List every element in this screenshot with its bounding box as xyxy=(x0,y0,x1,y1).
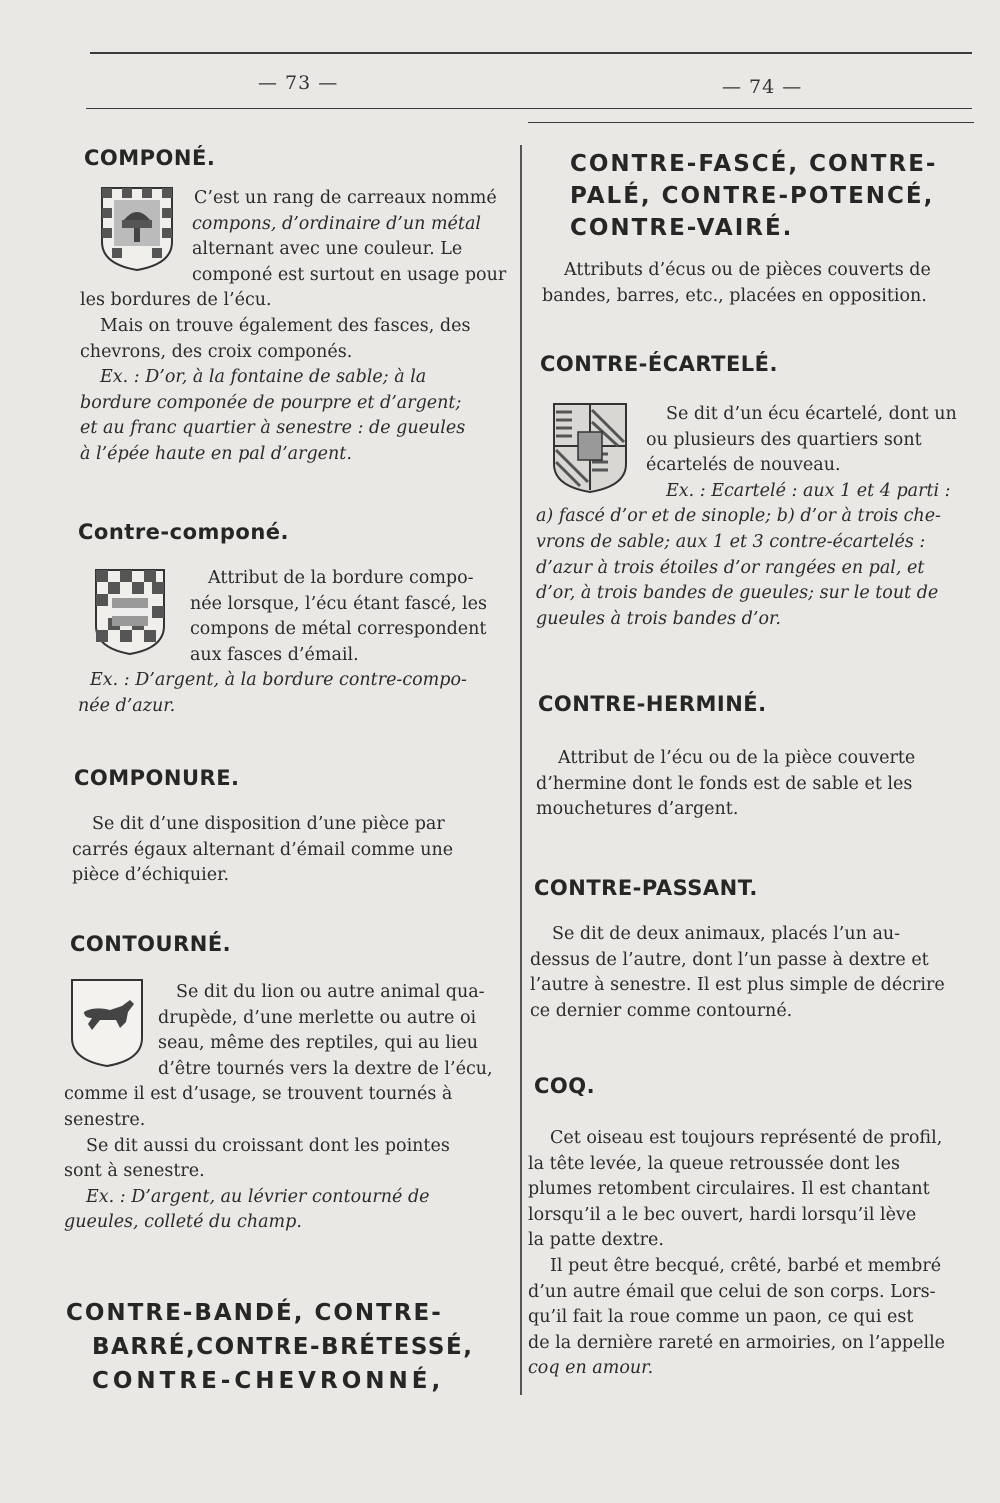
heading-contre-hermine: CONTRE-HERMINÉ. xyxy=(538,692,767,716)
page-number-left: — 73 — xyxy=(258,72,339,94)
contre-fasce-text: Attributs d’écus ou de pièces couverts de bandes, barres, etc., placées en opposition. xyxy=(542,260,931,306)
contre-passant-text: Se dit de deux animaux, placés l’un au- dessus de l’autre, dont l’un passe à dextre et l’autre à senestre. Il est plus simple de décrire ce dernier comme contourné. xyxy=(530,924,945,1021)
contre-compone-text: Attribut de la bordure compo- née lorsque, l’écu étant fascé, les compons de métal correspondent aux fasces d’émail. Ex. : D’argent, à la bordure contre-compo- née d’azur. xyxy=(78,568,487,716)
heading-contre-passant: CONTRE-PASSANT. xyxy=(534,876,758,900)
heading-contre-compone: Contre-componé. xyxy=(78,520,290,544)
header-rule xyxy=(86,108,972,109)
contourne-text: Se dit du lion ou autre animal qua- drupède, d’une merlette ou autre oi seau, même des reptiles, qui au lieu d’être tournés vers la dextre de l’écu, comme il est d’usage, se trouvent tournés à senestre. Se dit aussi du croissant dont les pointes sont à senestre. Ex. : D’argent, au lévrier contourné de gueules, colleté du champ. xyxy=(64,982,493,1233)
header-rule-right xyxy=(528,122,974,123)
page-number-right: — 74 — xyxy=(722,76,803,98)
heading-coq: COQ. xyxy=(534,1074,596,1098)
column-divider xyxy=(520,145,522,1395)
heading-contre-ecartele: CONTRE-ÉCARTELÉ. xyxy=(540,352,779,376)
heading-contre-fasce: CONTRE-FASCÉ, CONTRE- PALÉ, CONTRE-POTENCÉ, CONTRE-VAIRÉ. xyxy=(570,151,938,241)
heading-componure: COMPONURE. xyxy=(74,766,240,790)
heading-contre-bande: CONTRE-BANDÉ, CONTRE- BARRÉ,CONTRE-BRÉTESSÉ, CONTRE-CHEVRONNÉ, xyxy=(66,1300,474,1394)
compone-text: C’est un rang de carreaux nommé compons, d’ordinaire d’un métal alternant avec une couleur. Le componé est surtout en usage pour les bordures de l’écu. Mais on trouve également des fasces, des chevrons, des croix componés. Ex. : D’or, à la fontaine de sable; à la bordure componée de pourpre et d’argent; et au franc quartier à senestre : de gueules à l’épée haute en pal d’argent. xyxy=(80,188,507,464)
contre-ecartele-text: Se dit d’un écu écartelé, dont un ou plusieurs des quartiers sont écartelés de nouveau. Ex. : Ecartelé : aux 1 et 4 parti : a) fascé d’or et de sinople; b) d’or à trois che- vrons de sable; aux 1 et 3 contre-écartelés : d’azur à trois étoiles d’or rangées en pal, et d’or, à trois bandes de gueules; sur le tout de gueules à trois bandes d’or. xyxy=(536,404,957,629)
coq-text: Cet oiseau est toujours représenté de profil, la tête levée, la queue retroussée dont les plumes retombent circulaires. Il est chantant lorsqu’il a le bec ouvert, hardi lorsqu’il lève la patte dextre. Il peut être becqué, crêté, barbé et membré d’un autre émail que celui de son corps. Lors- qu’il fait la roue comme un paon, ce qui est de la dernière rareté en armoiries, on l’appelle coq en amour. xyxy=(528,1128,946,1379)
contre-hermine-text: Attribut de l’écu ou de la pièce couverte d’hermine dont le fonds est de sable et les mouchetures d’argent. xyxy=(536,748,916,820)
componure-text: Se dit d’une disposition d’une pièce par carrés égaux alternant d’émail comme une pièce d’échiquier. xyxy=(72,814,454,886)
top-rule xyxy=(90,52,972,54)
heading-contourne: CONTOURNÉ. xyxy=(70,932,232,956)
heading-compone: COMPONÉ. xyxy=(84,146,216,170)
